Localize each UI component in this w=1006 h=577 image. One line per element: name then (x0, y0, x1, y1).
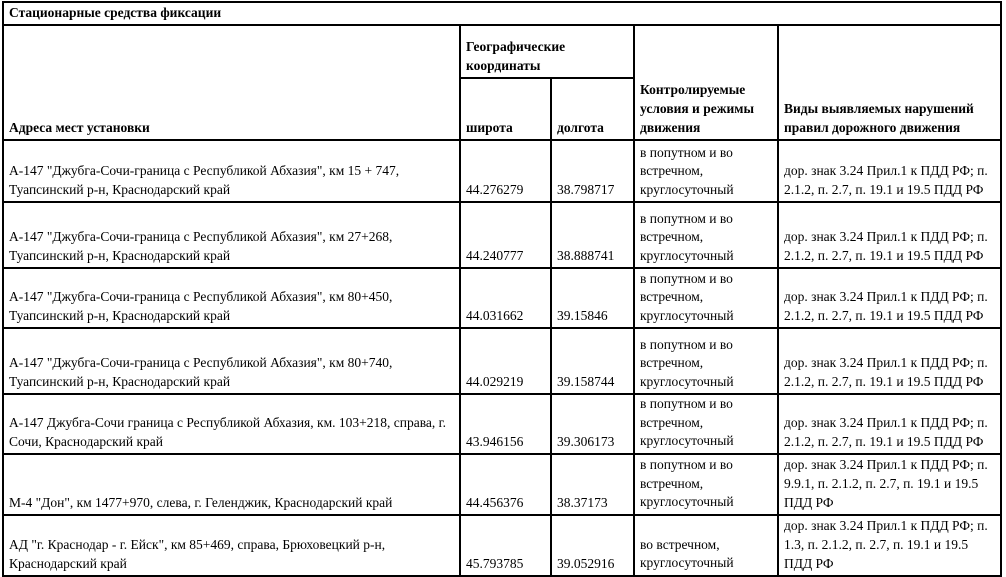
column-header-conditions: Контролируемые условия и режимы движения (634, 25, 778, 140)
header-row-top (3, 25, 1001, 78)
table-row (3, 202, 1001, 268)
table-row (3, 515, 1001, 576)
latitude-cell: 44.276279 (460, 140, 551, 202)
longitude-cell: 39.158744 (551, 328, 634, 394)
table-title: Стационарные средства фиксации (3, 2, 1001, 25)
address-cell: А-147 "Джубга-Сочи-граница с Республикой Абхазия", км 80+740, Туапсинский р-н, Краснодарский край (3, 328, 460, 394)
conditions-cell: в попутном и во встречном, круглосуточный (634, 202, 778, 268)
latitude-cell: 44.029219 (460, 328, 551, 394)
longitude-cell: 39.052916 (551, 515, 634, 576)
violations-cell: дор. знак 3.24 Прил.1 к ПДД РФ; п. 2.1.2, п. 2.7, п. 19.1 и 19.5 ПДД РФ (778, 268, 1001, 328)
column-header-latitude: широта (460, 78, 551, 140)
column-header-longitude: долгота (551, 78, 634, 140)
fixation-table-sheet (2, 1, 1002, 577)
address-cell: А-147 Джубга-Сочи граница с Республикой Абхазия, км. 103+218, справа, г. Сочи, Краснодарский край (3, 394, 460, 454)
table-row (3, 454, 1001, 515)
longitude-cell: 39.306173 (551, 394, 634, 454)
table-row (3, 394, 1001, 454)
violations-cell: дор. знак 3.24 Прил.1 к ПДД РФ; п. 9.9.1, п. 2.1.2, п. 2.7, п. 19.1 и 19.5 ПДД РФ (778, 454, 1001, 515)
violations-cell: дор. знак 3.24 Прил.1 к ПДД РФ; п. 2.1.2, п. 2.7, п. 19.1 и 19.5 ПДД РФ (778, 202, 1001, 268)
table-row (3, 268, 1001, 328)
longitude-cell: 38.888741 (551, 202, 634, 268)
longitude-cell: 38.37173 (551, 454, 634, 515)
latitude-cell: 44.240777 (460, 202, 551, 268)
address-cell: АД "г. Краснодар - г. Ейск", км 85+469, справа, Брюховецкий р-н, Краснодарский край (3, 515, 460, 576)
violations-cell: дор. знак 3.24 Прил.1 к ПДД РФ; п. 2.1.2, п. 2.7, п. 19.1 и 19.5 ПДД РФ (778, 328, 1001, 394)
longitude-cell: 38.798717 (551, 140, 634, 202)
violations-cell: дор. знак 3.24 Прил.1 к ПДД РФ; п. 2.1.2, п. 2.7, п. 19.1 и 19.5 ПДД РФ (778, 140, 1001, 202)
table-row (3, 140, 1001, 202)
column-header-violations: Виды выявляемых нарушений правил дорожного движения (778, 25, 1001, 140)
conditions-cell: в попутном и во встречном, круглосуточный (634, 454, 778, 515)
longitude-cell: 39.15846 (551, 268, 634, 328)
latitude-cell: 44.031662 (460, 268, 551, 328)
table-title-row (3, 2, 1001, 25)
violations-cell: дор. знак 3.24 Прил.1 к ПДД РФ; п. 1.3, п. 2.1.2, п. 2.7, п. 19.1 и 19.5 ПДД РФ (778, 515, 1001, 576)
address-cell: А-147 "Джубга-Сочи-граница с Республикой Абхазия", км 27+268, Туапсинский р-н, Краснодарский край (3, 202, 460, 268)
address-cell: А-147 "Джубга-Сочи-граница с Республикой Абхазия", км 80+450, Туапсинский р-н, Краснодарский край (3, 268, 460, 328)
latitude-cell: 44.456376 (460, 454, 551, 515)
latitude-cell: 43.946156 (460, 394, 551, 454)
column-header-address: Адреса мест установки (3, 25, 460, 140)
conditions-cell: в попутном и во встречном, круглосуточный (634, 394, 778, 454)
conditions-cell: в попутном и во встречном, круглосуточный (634, 140, 778, 202)
conditions-cell: в попутном и во встречном, круглосуточный (634, 268, 778, 328)
address-cell: А-147 "Джубга-Сочи-граница с Республикой Абхазия", км 15 + 747, Туапсинский р-н, Краснодарский край (3, 140, 460, 202)
column-header-geo-coordinates: Географические координаты (460, 25, 634, 78)
violations-cell: дор. знак 3.24 Прил.1 к ПДД РФ; п. 2.1.2, п. 2.7, п. 19.1 и 19.5 ПДД РФ (778, 394, 1001, 454)
conditions-cell: в попутном и во встречном, круглосуточный (634, 328, 778, 394)
table-row (3, 328, 1001, 394)
conditions-cell: во встречном, круглосуточный (634, 515, 778, 576)
address-cell: М-4 "Дон", км 1477+970, слева, г. Геленджик, Краснодарский край (3, 454, 460, 515)
stationary-fixation-table (2, 1, 1002, 577)
latitude-cell: 45.793785 (460, 515, 551, 576)
